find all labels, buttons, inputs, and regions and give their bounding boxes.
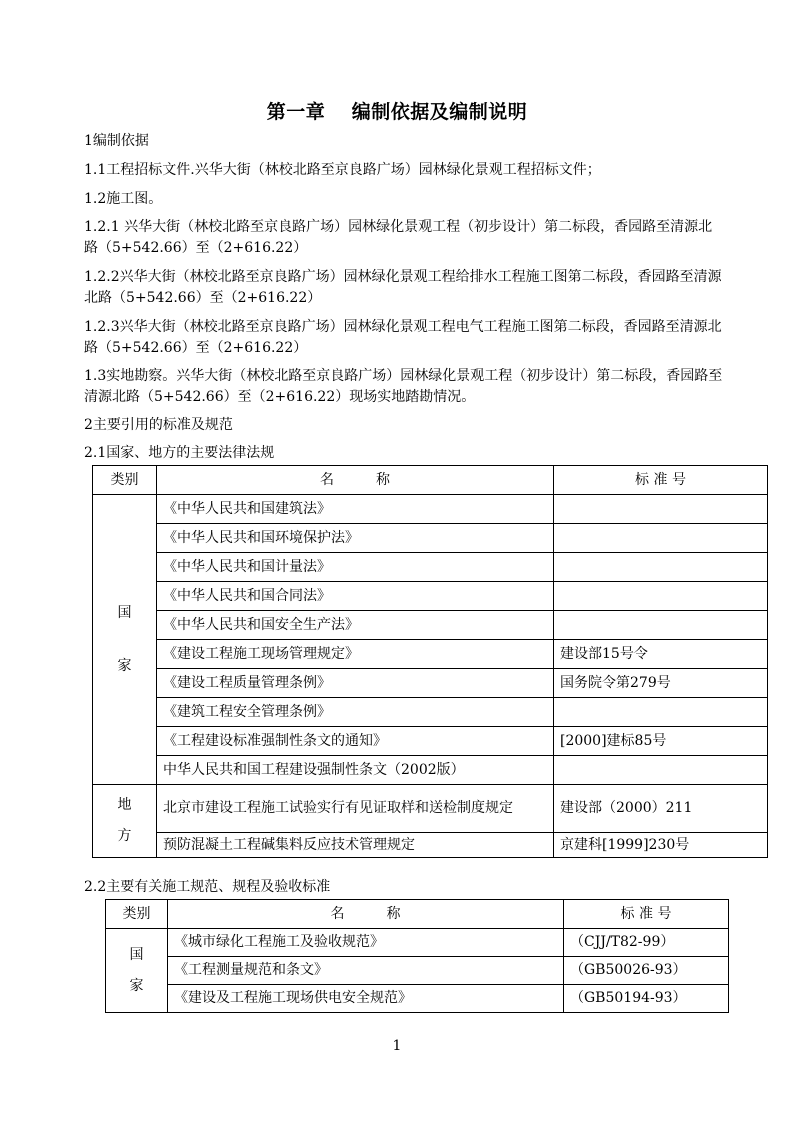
paragraph-2-1: 2.1国家、地方的主要法律法规 — [84, 445, 275, 461]
law-standard — [554, 611, 768, 640]
table-row — [93, 727, 768, 756]
table-row — [93, 669, 768, 698]
header-standard: 标 准 号 — [564, 900, 729, 929]
header-category: 类别 — [93, 466, 157, 495]
standard-name: 《建设及工程施工现场供电安全规范》 — [168, 985, 564, 1013]
law-standard — [554, 582, 768, 611]
law-name: 《中华人民共和国环境保护法》 — [157, 524, 554, 553]
law-standard: 建设部15号令 — [554, 640, 768, 669]
table-row — [93, 495, 768, 524]
standard-name: 《城市绿化工程施工及验收规范》 — [168, 929, 564, 957]
law-name: 预防混凝土工程碱集料反应技术管理规定 — [157, 833, 554, 858]
table-row — [93, 698, 768, 727]
law-name: 《工程建设标准强制性条文的通知》 — [157, 727, 554, 756]
law-standard — [554, 553, 768, 582]
law-standard: 建设部（2000）211 — [554, 785, 768, 833]
paragraph-1-2-2: 1.2.2兴华大街（林校北路至京良路广场）园林绿化景观工程给排水工程施工图第二标段，香园路至清源北路（5+542.66）至（2+616.22） — [84, 269, 722, 306]
laws-table — [92, 465, 768, 858]
paragraph-2-2: 2.2主要有关施工规范、规程及验收标准 — [84, 879, 331, 895]
header-category: 类别 — [106, 900, 168, 929]
standards-table — [105, 899, 729, 1013]
paragraph-1: 1编制依据 — [84, 133, 149, 149]
law-name: 《建筑工程安全管理条例》 — [157, 698, 554, 727]
category-local: 地 方 — [93, 785, 157, 858]
law-name: 《建设工程施工现场管理规定》 — [157, 640, 554, 669]
law-standard — [554, 698, 768, 727]
paragraph-1-1: 1.1工程招标文件.兴华大街（林校北路至京良路广场）园林绿化景观工程招标文件； — [84, 162, 601, 178]
category-national: 国 家 — [93, 495, 157, 785]
law-name: 《建设工程质量管理条例》 — [157, 669, 554, 698]
standard-code: （GB50026-93） — [564, 957, 729, 985]
table-row — [93, 524, 768, 553]
category-national: 国 家 — [106, 929, 168, 1013]
law-standard — [554, 524, 768, 553]
law-standard — [554, 756, 768, 785]
paragraph-1-2-3: 1.2.3兴华大街（林校北路至京良路广场）园林绿化景观工程电气工程施工图第二标段，香园路至清源北路（5+542.66）至（2+616.22） — [84, 319, 722, 356]
law-name: 《中华人民共和国建筑法》 — [157, 495, 554, 524]
paragraph-1-2-1: 1.2.1 兴华大街（林校北路至京良路广场）园林绿化景观工程（初步设计）第二标段，香园路至清源北路（5+542.66）至（2+616.22） — [84, 219, 713, 256]
table-row — [93, 553, 768, 582]
law-name: 中华人民共和国工程建设强制性条文（2002版） — [157, 756, 554, 785]
table-row — [93, 785, 768, 833]
law-name: 《中华人民共和国合同法》 — [157, 582, 554, 611]
header-name: 名 称 — [157, 466, 554, 495]
table-row — [106, 929, 729, 957]
law-standard: 京建科[1999]230号 — [554, 833, 768, 858]
paragraph-1-2: 1.2施工图。 — [84, 191, 163, 207]
law-standard: [2000]建标85号 — [554, 727, 768, 756]
header-name: 名 称 — [168, 900, 564, 929]
header-standard: 标 准 号 — [554, 466, 768, 495]
chapter-title: 第一章 编制依据及编制说明 — [266, 101, 528, 123]
law-name: 《中华人民共和国计量法》 — [157, 553, 554, 582]
law-name: 北京市建设工程施工试验实行有见证取样和送检制度规定 — [157, 785, 554, 833]
table-row — [106, 957, 729, 985]
table-row — [93, 582, 768, 611]
standard-code: （CJJ/T82-99） — [564, 929, 729, 957]
table-row — [93, 756, 768, 785]
paragraph-1-3: 1.3实地勘察。兴华大街（林校北路至京良路广场）园林绿化景观工程（初步设计）第二标段，香园路至清源北路（5+542.66）至（2+616.22）现场实地踏勘情况。 — [84, 368, 723, 405]
paragraph-2: 2主要引用的标准及规范 — [84, 417, 233, 433]
table-row — [106, 985, 729, 1013]
law-name: 《中华人民共和国安全生产法》 — [157, 611, 554, 640]
standard-code: （GB50194-93） — [564, 985, 729, 1013]
law-standard — [554, 495, 768, 524]
table-row — [93, 640, 768, 669]
page-number: 1 — [392, 1038, 402, 1054]
law-standard: 国务院令第279号 — [554, 669, 768, 698]
table-row — [93, 611, 768, 640]
table-row — [93, 833, 768, 858]
standard-name: 《工程测量规范和条文》 — [168, 957, 564, 985]
